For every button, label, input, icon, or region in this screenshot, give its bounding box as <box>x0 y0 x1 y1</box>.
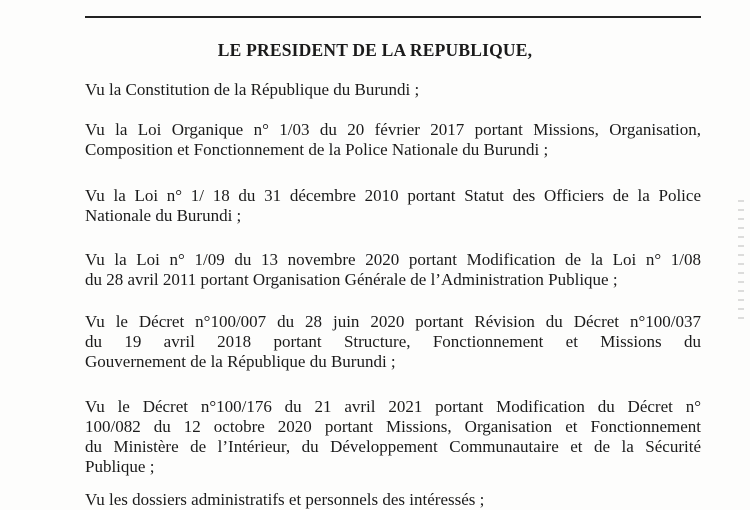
paragraph-decret-modification <box>85 397 701 477</box>
paragraph-line: Publique ; <box>85 457 155 476</box>
paragraph-line: du 19 avril 2018 portant Structure, Fonctionnement et Missions du <box>85 332 701 351</box>
paragraph-line: Composition et Fonctionnement de la Police Nationale du Burundi ; <box>85 140 549 159</box>
paragraph-constitution <box>85 80 701 100</box>
paragraph-line: du 28 avril 2011 portant Organisation Générale de l’Administration Publique ; <box>85 270 618 289</box>
paragraph-line: Nationale du Burundi ; <box>85 206 242 225</box>
scan-margin-marks <box>738 200 744 320</box>
paragraph-line: Vu la Loi Organique n° 1/03 du 20 février 2017 portant Missions, Organisation, <box>85 120 701 139</box>
paragraph-line: Vu la Constitution de la République du Burundi ; <box>85 80 420 99</box>
paragraph-decret-revision <box>85 312 701 372</box>
top-rule <box>85 16 701 18</box>
paragraph-line: Vu les dossiers administratifs et personnels des intéressés ; <box>85 490 485 509</box>
paragraph-line: 100/082 du 12 octobre 2020 portant Missions, Organisation et Fonctionnement <box>85 417 701 436</box>
paragraph-loi-statut-officiers <box>85 186 701 226</box>
paragraph-line: Vu la Loi n° 1/09 du 13 novembre 2020 portant Modification de la Loi n° 1/08 <box>85 250 701 269</box>
paragraph-loi-organique <box>85 120 701 160</box>
paragraph-line: du Ministère de l’Intérieur, du Développement Communautaire et de la Sécurité <box>85 437 701 456</box>
paragraph-line: Vu le Décret n°100/007 du 28 juin 2020 portant Révision du Décret n°100/037 <box>85 312 701 331</box>
paragraph-line: Vu la Loi n° 1/ 18 du 31 décembre 2010 portant Statut des Officiers de la Police <box>85 186 701 205</box>
paragraph-line: Gouvernement de la République du Burundi ; <box>85 352 396 371</box>
document-heading: LE PRESIDENT DE LA REPUBLIQUE, <box>217 40 533 60</box>
paragraph-dossiers <box>85 490 701 510</box>
paragraph-loi-modification <box>85 250 701 290</box>
paragraph-line: Vu le Décret n°100/176 du 21 avril 2021 portant Modification du Décret n° <box>85 397 701 416</box>
